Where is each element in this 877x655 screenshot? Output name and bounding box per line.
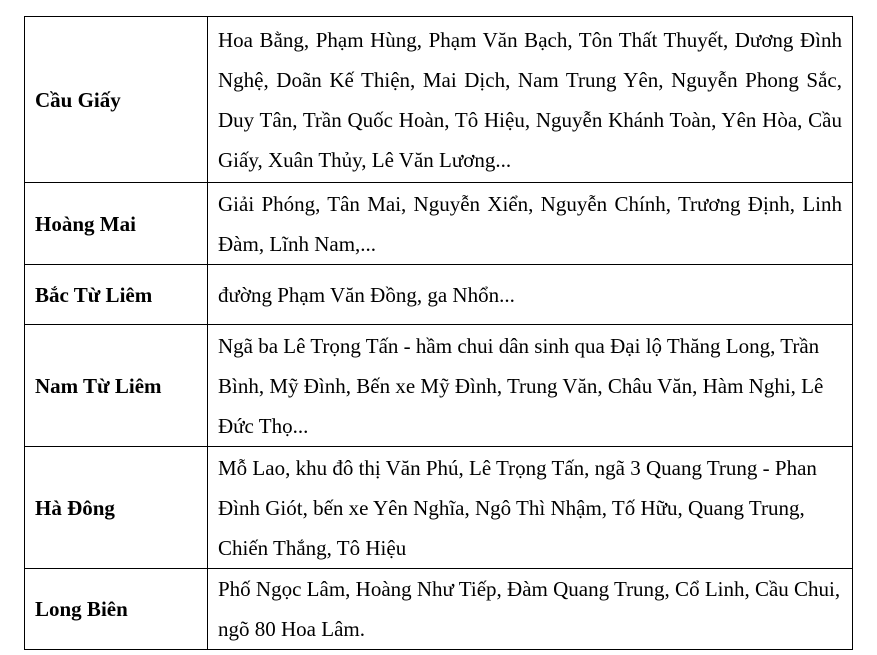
district-streets-table <box>24 16 853 650</box>
table-row <box>25 325 853 447</box>
district-name: Bắc Từ Liêm <box>25 265 208 325</box>
district-name: Hoàng Mai <box>25 183 208 265</box>
street-list: Phố Ngọc Lâm, Hoàng Như Tiếp, Đàm Quang Trung, Cổ Linh, Cầu Chui, ngõ 80 Hoa Lâm. <box>208 569 853 650</box>
street-list: Mỗ Lao, khu đô thị Văn Phú, Lê Trọng Tấn, ngã 3 Quang Trung - Phan Đình Giót, bến xe Yên Nghĩa, Ngô Thì Nhậm, Tố Hữu, Quang Trung, Chiến Thắng, Tô Hiệu <box>208 447 853 569</box>
street-list: Hoa Bằng, Phạm Hùng, Phạm Văn Bạch, Tôn Thất Thuyết, Dương Đình Nghệ, Doãn Kế Thiện, Mai Dịch, Nam Trung Yên, Nguyễn Phong Sắc, Duy Tân, Trần Quốc Hoàn, Tô Hiệu, Nguyễn Khánh Toàn, Yên Hòa, Cầu Giấy, Xuân Thủy, Lê Văn Lương... <box>208 17 853 183</box>
district-name: Cầu Giấy <box>25 17 208 183</box>
table-row <box>25 17 853 183</box>
district-name: Nam Từ Liêm <box>25 325 208 447</box>
table-row <box>25 569 853 650</box>
street-list: đường Phạm Văn Đồng, ga Nhổn... <box>208 265 853 325</box>
table-row <box>25 183 853 265</box>
district-name: Hà Đông <box>25 447 208 569</box>
table-row <box>25 265 853 325</box>
district-name: Long Biên <box>25 569 208 650</box>
street-list: Giải Phóng, Tân Mai, Nguyễn Xiển, Nguyễn Chính, Trương Định, Linh Đàm, Lĩnh Nam,... <box>208 183 853 265</box>
street-list: Ngã ba Lê Trọng Tấn - hầm chui dân sinh qua Đại lộ Thăng Long, Trần Bình, Mỹ Đình, Bến xe Mỹ Đình, Trung Văn, Châu Văn, Hàm Nghi, Lê Đức Thọ... <box>208 325 853 447</box>
table-row <box>25 447 853 569</box>
